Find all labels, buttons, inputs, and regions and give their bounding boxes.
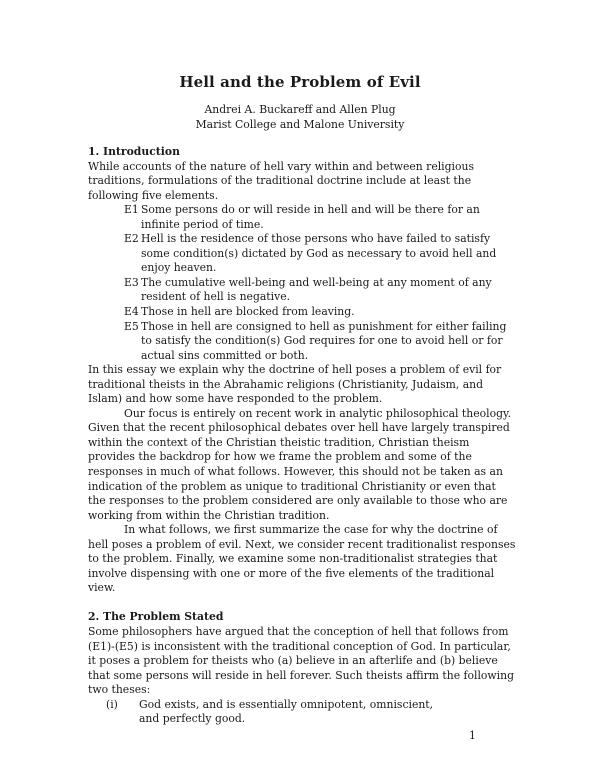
element-item <box>88 203 516 232</box>
body-paragraph: Some philosophers have argued that the conception of hell that follows from (E1)-(E5) is inconsistent with the traditional conception of God. In particular, it poses a problem for theists who (a) believe in an afterlife and (b) believe that some persons will reside in hell forever. Such theists affirm the following two theses: <box>88 625 514 697</box>
body-paragraph: In this essay we explain why the doctrine of hell poses a problem of evil for traditional theists in the Abrahamic religions (Christianity, Judaism, and Islam) and how some have responded to the problem. <box>88 363 502 406</box>
element-label: E3 <box>124 275 139 289</box>
element-item <box>88 305 516 320</box>
authors-line: Andrei A. Buckareff and Allen Plug <box>204 103 396 116</box>
body-paragraph: Our focus is entirely on recent work in analytic philosophical theology. Given that the recent philosophical debates over hell have largely transpired within the context of the Christian theistic tradition, Christian theism provides the backdrop for how we frame the problem and some of the responses in much of what follows. However, this should not be taken as an indication of the problem as unique to traditional Christianity or even that the responses to the problem considered are only available to those who are working from within the Christian tradition. <box>88 406 512 522</box>
thesis-text: God exists, and is essentially omnipotent, omniscient, and perfectly good. <box>139 697 434 726</box>
element-label: E5 <box>124 319 139 333</box>
element-text: Those in hell are blocked from leaving. <box>141 305 355 319</box>
elements-list <box>88 203 516 363</box>
element-text: Those in hell are consigned to hell as punishment for either failing to satisfy the condition(s) God requires for one to avoid hell or for actual sins committed or both. <box>141 319 507 362</box>
body-paragraph: In what follows, we first summarize the case for why the doctrine of hell poses a problem of evil. Next, we consider recent traditionalist responses to the problem. Finally, we examine some non-traditionalist strategies that involve dispensing with one or more of the five elements of the traditional view. <box>88 523 516 595</box>
element-item <box>88 320 516 364</box>
section-heading-introduction: 1. Introduction <box>88 145 180 158</box>
element-text: Hell is the residence of those persons who have failed to satisfy some condition(s) dictated by God as necessary to avoid hell and enjoy heaven. <box>141 232 497 275</box>
document-body <box>88 145 516 727</box>
affiliation-line: Marist College and Malone University <box>195 117 405 131</box>
document-title: Hell and the Problem of Evil <box>179 73 421 91</box>
section-heading-problem-stated: 2. The Problem Stated <box>88 610 224 624</box>
thesis-item <box>88 698 516 727</box>
author-block <box>0 103 600 132</box>
element-label: E4 <box>124 305 139 319</box>
element-item <box>88 276 516 305</box>
element-label: E1 <box>124 203 139 217</box>
intro-paragraph: While accounts of the nature of hell vary within and between religious traditions, formulations of the traditional doctrine include at least the following five elements. <box>88 159 474 202</box>
element-text: The cumulative well-being and well-being at any moment of any resident of hell is negative. <box>141 275 492 304</box>
section-spacer <box>88 596 516 611</box>
element-item <box>88 232 516 276</box>
element-label: E2 <box>124 232 139 246</box>
page-number: 1 <box>469 729 476 742</box>
element-text: Some persons do or will reside in hell and will be there for an infinite period of time. <box>141 203 480 231</box>
thesis-label: (i) <box>106 697 118 711</box>
